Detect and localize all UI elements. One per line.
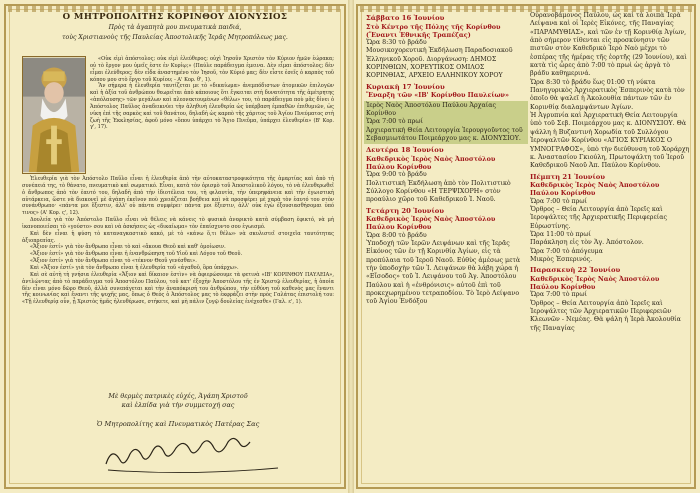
program-venue: Καθεδρικὸς Ἱερὸς Ναὸς Ἀποστόλου Παύλου Κορίνθου — [366, 154, 496, 172]
program-event-description: Ὑποδοχὴ τῶν Ἱερῶν Λειψάνων καὶ τῆς Ἱερᾶς Εἰκόνος τῶν ἐν τῇ Κορινθίᾳ Ἀγίων, εἰς τὰ προπύλαια τοῦ Ἱεροῦ Ναοῦ. Εὐθὺς ἀμέσως μετὰ τὴν ὑποδοχὴν τῶν Ἱ. Λειψάνων θὰ λάβη χώρα ἡ «Εἴσοδος» τοῦ Ἱ. Λειψάνου τοῦ Ἁγ. Ἀποστόλου Παύλου καὶ ἡ «ἐνθρόνισις» αὐτοῦ ἐπὶ τοῦ προκεχωρημένου τετραποδίου. Τὸ Ἱερὸ Λείψανο τοῦ Ἁγίου Ἐνδόξου — [366, 239, 521, 306]
program-day-heading: Παρασκευὴ 22 Ἰουνίου — [530, 266, 621, 275]
program-event-block — [366, 39, 526, 81]
letter-paragraph: Καὶ «Ἄξιον ἐστί» γιὰ τὸν ἄνθρωπο εἶναι ἡ ἐλευθερία τοῦ «ἀγαθοῦ, ὃρα ὑπάρχω». — [30, 264, 239, 271]
letter-paragraph: Δουλεία γιὰ τὸν Ἀπόστολο Παῦλο εἶναι νὰ θέλεις νὰ κάνεις τὸ φυσικὰ ἀνεφικτὸ κατὰ σύμβαση ἐφικτό, νὰ μὴ ἱκανοποιείσαι τὸ «γούστο» σου καὶ νὰ ἀσκήσεις ὡς «δικαίωμα» τὸν ἐπαίσχυντο σου ἐγωισμό. — [22, 217, 334, 230]
program-event-description: Πανηγυρικὸς Ἀρχιερατικὸς Ἑσπερινὸς κατὰ τὸν ὁποῖο θὰ ψαλεῖ ἡ Ἀκολουθία πάντων τῶν ἐν Κορινθίᾳ διαλαμψάντων Ἁγίων. — [530, 87, 685, 111]
program-event-time: Ὥρα 7:00 τὸ ἀπόγευμα — [530, 247, 603, 255]
letter-paragraph: Καὶ σὲ αὐτὴ τὴ γνήσια ἐλευθερία «Ἄξιον καὶ δίκαιον ἐστὶν» νὰ ἀφιερώσουμε τὰ φετινὰ «ΙΒ' ΚΟΡΙΝΘΟΥ ΠΑΥΛΕΙΑ», ἀντλώντας ἀπὸ τὸ παράδειγμα τοῦ Ἀποστόλου Παύλου, τοῦ κατ' ἐξοχὴν Ἀποστόλου τῆς ἐν Χριστῷ ἐλευθερίας, ἡ ὁποία δὲν εἶναι μόνο δῶρο Θεοῦ, ἀλλὰ συνεπάγεται καὶ τὴν ἀναπόκρισή του ἀνθρώπου, τὴν εὐθύνη τοῦ καθενὸς μας ἔναντι τῆς κοινωνίας καὶ ἔναντι τῆς ψυχῆς μας, ὅπως ὁ Θεὸς ὁ Ἀπόστολος μας τὸ ἐκφράζει στὴν πρὸς Γαλάτας ἐπιστολή του: «Τῇ ἐλευθερίᾳ οὖν, ᾗ Χριστὸς ἡμᾶς ἠλευθέρωσε, στήκετε, καὶ μὴ πάλιν ζυγῷ δουλείας ἐνέχεσθε» (Γαλ. ε', 1). — [22, 271, 334, 306]
program-event-time: Ὥρα 9:00 τὸ βράδυ — [366, 171, 427, 179]
letter-paragraph: «Ἄξιον ἐστί» γιὰ τὸν ἄνθρωπο εἶναι τὸ καὶ «ἄκουα Θεοῦ καὶ καθ' ὁμοίωσιν. — [30, 244, 226, 251]
letter-paragraph: «Οὐκ εἰμὶ ἀπόστολος; οὐκ εἰμὶ ἐλεύθερος; οὐχὶ Ἰησοῦν Χριστὸν τὸν Κύριον ἡμῶν ἑώρακα; οὐ τὸ ἔργον μου ὑμεῖς ἐστε ἐν Κυρίῳ;» (Παύλε παράδειγμα ἐμεινα. Δὲν εἶμαι ἀπόστολος; δὲν εἶμαι ἐλεύθερος; δὲν εἶδα ἀναστημένο τὸν Ἰησοῦ, τὸν Κύριό μας; δὲν εἶστε ἐσεῖς ὁ καρπὸς τοῦ κόπου μου στὸ ἔργο τοῦ Κυρίου; - Α' Κορ. θ', 1). — [90, 56, 334, 83]
program-event-block — [364, 101, 528, 145]
letter-header — [16, 12, 334, 42]
closing-line-2: καὶ ἐλπίδα γιὰ τὴν συμμετοχή σας — [121, 401, 235, 409]
closing-signatory: Ὁ Μητροπολίτης καὶ Πνευματικὸς Πατέρας Σας — [96, 420, 260, 428]
program-venue: Καθεδρικὸς Ἱερὸς Ναὸς Ἀποστόλου Παύλου Κορίνθου — [530, 274, 660, 292]
program-event-time: Ὥρα 8:00 τὸ βράδυ — [366, 231, 427, 239]
letter-closing — [22, 392, 334, 410]
program-event-block — [530, 12, 690, 171]
program-day-heading: Κυριακὴ 17 Ἰουνίου — [366, 82, 445, 91]
program-event-description: Μικρὸς Ἑσπερινός. — [530, 255, 593, 263]
letter-paragraph: «Ἄξιον ἐστί» γιὰ τὸν ἄνθρωπο εἶναι ἡ ἐνανθρώπηση τοῦ Υἱοῦ καὶ Λόγου τοῦ Θεοῦ. — [30, 251, 243, 258]
letter-paragraph: «Ἄξιον ἐστί» γιὰ τὸν ἄνθρωπο εἶναι τὸ «τέκνον Θεοῦ γενέσθαι». — [30, 258, 197, 265]
program-day-heading: Πέμπτη 21 Ἰουνίου — [530, 172, 605, 181]
program-column-1 — [366, 12, 526, 307]
program-event-description: Ἡ Ἀγρυπνία καὶ Ἀρχιερατικὴ Θεία Λειτουργία ὑπὸ τοῦ Σεβ. Ποιμεάρχου μας κ. ΔΙΟΝΥΣΙΟΥ. Θὰ ψάλλη ἡ Βυζαντινὴ Χορωδία τοῦ Συλλόγου Ἱεροψαλτῶν Κορίνθου «ΑΓΙΟΣ ΚΥΡΙΑΚΟΣ Ο ΥΜΝΟΓΡΑΦΟΣ», ὑπὸ τὴν διεύθυνση τοῦ Χοράρχη κ. Ἀναστασίου Γκιούλη, Πρωτοψάλτη τοῦ Ἱεροῦ Καθεδρικοῦ Ναοῦ Ἀπ. Παύλου Κορίνθου. — [530, 112, 690, 170]
program-event-description: Ὄρθρος – Θεία Λειτουργία ἀπὸ Ἱερεῖς καὶ Ἱεροψάλτες τῆς Ἀρχιερατικῆς Περιφερείας Εὐρωστίνης. — [530, 205, 667, 230]
program-venue: Καθεδρικὸς Ἱερὸς Ναὸς Ἀποστόλου Παύλου Κορίνθου — [530, 181, 660, 198]
program-event-time: Ὥρα 8:30 τὸ βράδυ ἕως 01:00 τὴ νύκτα — [530, 78, 656, 86]
program-event-block — [530, 291, 690, 333]
program-event-description: Πολιτιστικὴ Ἐκδήλωση ἀπὸ τὸν Πολιτιστικὸ Σύλλογο Κορίνθου «Η ΤΕΡΨΙΧΟΡΗ» στὸν προαύλιο χῶρο τοῦ Καθεδρικοῦ Ἱ. Ναοῦ. — [366, 179, 511, 204]
program-event-time: Ὥρα 7:00 τὸ πρωί — [366, 118, 423, 126]
program-event-time: Ὥρα 7:00 τὸ πρωί — [530, 197, 587, 205]
program-event-time: Ὥρα 8:30 τὸ βράδυ — [366, 39, 427, 46]
program-event-block — [366, 171, 526, 204]
page-fold — [348, 0, 354, 493]
program-day-heading: Δευτέρα 18 Ἰουνίου — [366, 146, 444, 155]
letter-title: Ο ΜΗΤΡΟΠΟΛΙΤΗΣ ΚΟΡΙΝΘΟΥ ΔΙΟΝΥΣΙΟΣ — [62, 12, 288, 22]
letter-subtitle-1: Πρὸς τὰ ἀγαπητὰ μου πνευματικὰ παιδιά, — [108, 24, 242, 31]
program-event-description: Οὐρανοβάμονος Παύλου, ὡς καὶ τὰ λοιπὰ Ἱερὰ Λείψανα καὶ οἱ Ἱερὲς Εἰκόνες, τῆς Παναγίας «ΠΑΡΑΜΥΘΙΑΣ», καὶ τῶν ἐν τῇ Κορινθίᾳ Ἀγίων, ἀπὸ σήμερον τίθενται εἰς προσκύνησιν τῶν πιστῶν στὸν Καθεδρικὸ Ἱερὸ Ναὸ μέχρι τὸ ἑσπέρας τῆς ἡμέρας τῆς ἑορτῆς (29 Ἰουνίου), καὶ κατὰ τὶς ὧρες ἀπὸ 7:00 τὸ πρωὶ ὡς ἀργὰ τὸ βράδυ καθημερινά. — [530, 12, 687, 78]
program-venue: Καθεδρικὸς Ἱερὸς Ναὸς Ἀποστόλου Παύλου Κορίνθου — [366, 215, 496, 232]
program-day-heading: Σάββατο 16 Ἰουνίου — [366, 14, 445, 22]
program-day-heading: Τετάρτη 20 Ἰουνίου — [366, 206, 444, 215]
program-venue: Στὸ Κέντρο τῆς Πόλης τῆς Κορίνθου (Ἔναντι Ἐθνικῆς Τραπέζας) — [366, 22, 501, 39]
letter-paragraph: Καὶ δὲν εἶναι ἡ φύση τὸ καταναγκαστικὸ κακό, μὲ τὸ «κάνω ὅ,τι θέλω» νὰ σκυλιστεῖ στοιχεῖα ταυτότητας ἀξιοπρεπίας. — [22, 230, 334, 244]
program-event-block — [366, 232, 526, 307]
program-column-2 — [530, 12, 690, 333]
program-event-time: Ἱερὸς Ναὸς Ἀποστόλου Παύλου Ἀρχαίας Κορίνθου — [366, 101, 496, 117]
svg-text:ὁ Κορίνθου Διονύσιος — [196, 457, 198, 458]
program-venue: Ἔναρξη τῶν «ΙΒ' Κορίνθου Παυλείων» — [366, 91, 509, 100]
program-event-block — [530, 198, 690, 265]
handwritten-signature-icon — [96, 436, 296, 476]
letter-body-main — [22, 176, 334, 306]
bishop-portrait-icon — [22, 56, 86, 174]
closing-line-1: Μὲ θερμὲς πατρικὲς εὐχές, Ἀγάπη Χριστοῦ — [108, 392, 248, 400]
program-event-description: Ὄρθρος – Θεία Λειτουργία ἀπὸ Ἱερεῖς καὶ Ἱεροψάλτες τῶν Ἀρχιερατικῶν Περιφερειῶν Κλεωνῶν - Νεμέας. Θὰ ψάλη ἡ Ἱερὰ Ἀκολουθία τῆς Παναγίας — [530, 299, 681, 332]
program-event-description: Μουσικοχορευτικὴ Ἐκδήλωση Παραδοσιακοῦ Ἑλληνικοῦ Χοροῦ. Διοργάνωση: ΔΗΜΟΣ ΚΟΡΙΝΘΙΩΝ, ΧΟΡΕΥΤΙΚΟΣ ΟΜΙΛΟΣ ΚΟΡΙΝΘΙΑΣ, ΑΡΧΕΙΟ ΕΛΛΗΝΙΚΟΥ ΧΟΡΟΥ — [366, 47, 513, 80]
program-event-time: Ὥρα 11:00 τὸ πρωί — [530, 230, 591, 238]
program-event-time: Ὥρα 7:00 τὸ πρωί — [530, 291, 587, 299]
letter-body-top — [90, 56, 334, 131]
letter-paragraph: Ἐλευθερία γιὰ τὸν Ἀπόστολο Παῦλο εἶναι ἡ ἐλευθερία ἀπὸ τὴν αὐτοκαταστροφικότητα τῆς ἁμαρτίας καὶ ἀπὸ τὴ συνέπειά της, τὸ θάνατο, πνευματικὸ καὶ σωματικό. Εἶναι, κατὰ τὸν ὁρισμὸ τοῦ Ἀποστολικοῦ λόγου, τὸ νὰ ἐλευθερωθεῖ ὁ ἄνθρωπος ἀπὸ τὸν ἑαυτό του, δηλαδὴ ἀπὸ τὴν ἰδιοτέλεια του, τὴ φιλαυτία, τὴν ὑπερηφάνεια καὶ τὴν ἐγωιστικὴ αὐτάρκεια, ὥστε νὰ διακονεῖ μὲ ἀγάπη ἐκεῖνον ποὺ χρειάζεται βοήθεια καὶ νὰ προσφέρει μὲ χαρὰ τὸν ἑαυτό του στὸν συνάνθρωπο· «πάντα μοι ἔξεστιν, ἀλλ' οὐ πάντα συμφέρει· πάντα μοι ἔξεστιν, ἀλλ' οὐκ ἐγὼ ἐξουσιασθήσομαι ὑπό τινος» (Α' Κορ. ς', 12). — [22, 176, 334, 217]
letter-paragraph: Ἂν σήμερα ἡ ἐλευθερία ταυτίζεται με τὸ «δικαίωμα» ἀνεμπόδιστων ἀτομικῶν ἐπιλογῶν καὶ ἡ ἀξία τοῦ ἀνθρώπου θεωρεῖται ἀπὸ κάποιους ὅτι ἔγκειται στὴ δυνατότητα τῆς ἀμέτρητης «ἀπόλαυσης» τῶν μεγάλων καὶ πλεονεκτουμένων «θέλω» του, τὸ παράδειγμα ποὺ μᾶς δίνει ὁ Ἀπόστολος Παῦλος ἀναδεικνύει τὴν ἀληθινὴ ἐλευθερία ὡς ὑπέρβαση ἐμπαθῶν ἐπιθυμιῶν, ὡς νίκη ἐπὶ τῆς σαρκὸς καὶ τοῦ θανάτου, δηλαδὴ ὡς καρπὸ τῆς χάριτος τοῦ Ἁγίου Πνεύματος στὴ ζωὴ τῆς Ἐκκλησίας, ἀφοῦ μόνο «ὅπου ὑπάρχει τὸ Ἅγιο Πνεῦμα, ὑπάρχει ἐλευθερία» (Β' Κορ. γ', 17). — [90, 83, 334, 131]
program-event-description: Παράκληση εἰς τὸν Ἁγ. Ἀπόστολον. — [530, 239, 644, 247]
letter-subtitle-2: τοὺς Χριστιανοὺς τῆς Παυλείας Ἀποστολικῆς Ἱερᾶς Μητροπόλεως μας. — [62, 34, 288, 41]
program-event-description: Ἀρχιερατικὴ Θεία Λειτουργία Ἱερουργοῦντος τοῦ Σεβασμιωτάτου Ποιμεάρχου μας κ. ΔΙΟΝΥΣΙΟΥ. — [366, 126, 523, 142]
